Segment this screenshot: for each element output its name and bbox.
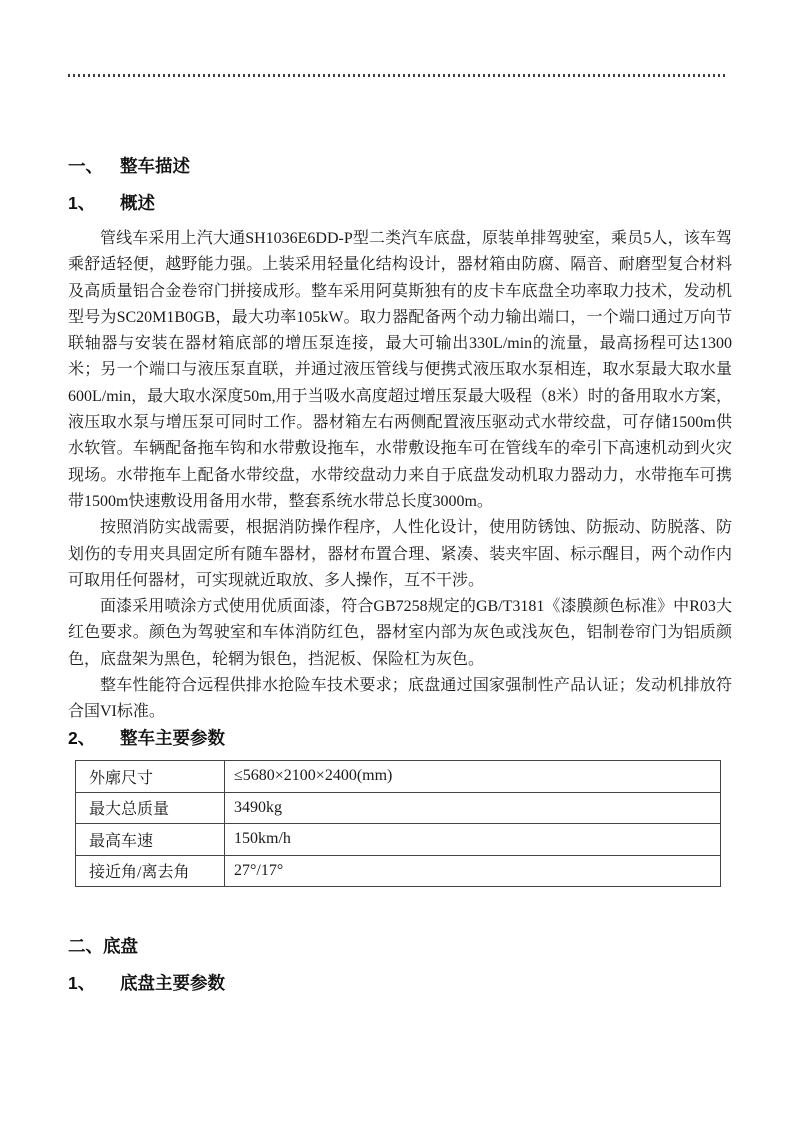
param-value: 150km/h bbox=[225, 824, 721, 856]
param-label: 接近角/离去角 bbox=[76, 855, 225, 887]
vehicle-params-table bbox=[75, 760, 721, 887]
overview-paragraph-4: 整车性能符合远程供排水抢险车技术要求；底盘通过国家强制性产品认证；发动机排放符合国VI标准。 bbox=[68, 677, 732, 721]
table-row bbox=[76, 761, 721, 793]
section-2-heading bbox=[68, 935, 138, 957]
overview-body bbox=[68, 226, 732, 726]
table-row bbox=[76, 824, 721, 856]
section-1-heading bbox=[68, 155, 190, 177]
param-label: 最高车速 bbox=[76, 824, 225, 856]
dotted-divider bbox=[68, 74, 726, 77]
param-label: 外廓尺寸 bbox=[76, 761, 225, 793]
subsection-2-1-title: 底盘主要参数 bbox=[120, 973, 225, 993]
subsection-1-2-title: 整车主要参数 bbox=[120, 728, 225, 748]
subsection-1-1-number: 1、 bbox=[68, 193, 96, 213]
subsection-1-2-heading bbox=[68, 727, 225, 749]
subsection-2-1-heading bbox=[68, 972, 225, 994]
param-value: 27°/17° bbox=[225, 855, 721, 887]
table-row bbox=[76, 792, 721, 824]
param-value: 3490kg bbox=[225, 792, 721, 824]
overview-paragraph-3: 面漆采用喷涂方式使用优质面漆，符合GB7258规定的GB/T3181《漆膜颜色标准》中R03大红色要求。颜色为驾驶室和车体消防红色，器材室内部为灰色或浅灰色，铝制卷帘门为铝质颜色，底盘架为黑色，轮辋为银色，挡泥板、保险杠为灰色。 bbox=[68, 598, 732, 668]
section-1-number: 一、 bbox=[68, 156, 103, 176]
section-1-title: 整车描述 bbox=[120, 156, 190, 176]
overview-paragraph-2: 按照消防实战需要，根据消防操作程序，人性化设计，使用防锈蚀、防振动、防脱落、防划伤的专用夹具固定所有随车器材，器材布置合理、紧凑、装夹牢固、标示醒目，两个动作内可取用任何器材，可实现就近取放、多人操作，互不干涉。 bbox=[68, 519, 732, 589]
overview-paragraph-1: 管线车采用上汽大通SH1036E6DD-P型二类汽车底盘，原装单排驾驶室，乘员5人，该车驾乘舒适轻便，越野能力强。上装采用轻量化结构设计，器材箱由防腐、隔音、耐磨型复合材料及高质量铝合金卷帘门拼接成形。整车采用阿莫斯独有的皮卡车底盘全功率取力技术，发动机型号为SC20M1B0GB，最大功率105kW。取力器配备两个动力输出端口，一个端口通过万向节联轴器与安装在器材箱底部的增压泵连接，最大可输出330L/min的流量，最高扬程可达1300米；另一个端口与液压泵直联，并通过液压管线与便携式液压取水泵相连，取水泵最大取水量600L/min，最大取水深度50m,用于当吸水高度超过增压泵最大吸程（8米）时的备用取水方案，液压取水泵与增压泵可同时工作。器材箱左右两侧配置液压驱动式水带绞盘，可存储1500m供水软管。车辆配备拖车钩和水带敷设拖车，水带敷设拖车可在管线车的牵引下高速机动到火灾现场。水带拖车上配备水带绞盘，水带绞盘动力来自于底盘发动机取力器动力，水带拖车可携带1500m快速敷设用备用水带，整套系统水带总长度3000m。 bbox=[68, 230, 732, 510]
param-value: ≤5680×2100×2400(mm) bbox=[225, 761, 721, 793]
subsection-2-1-number: 1、 bbox=[68, 973, 96, 993]
param-label: 最大总质量 bbox=[76, 792, 225, 824]
section-2-number: 二、 bbox=[68, 936, 103, 956]
subsection-1-1-title: 概述 bbox=[120, 193, 155, 213]
table-row bbox=[76, 855, 721, 887]
subsection-1-1-heading bbox=[68, 192, 155, 214]
section-2-title: 底盘 bbox=[103, 936, 138, 956]
subsection-1-2-number: 2、 bbox=[68, 728, 96, 748]
